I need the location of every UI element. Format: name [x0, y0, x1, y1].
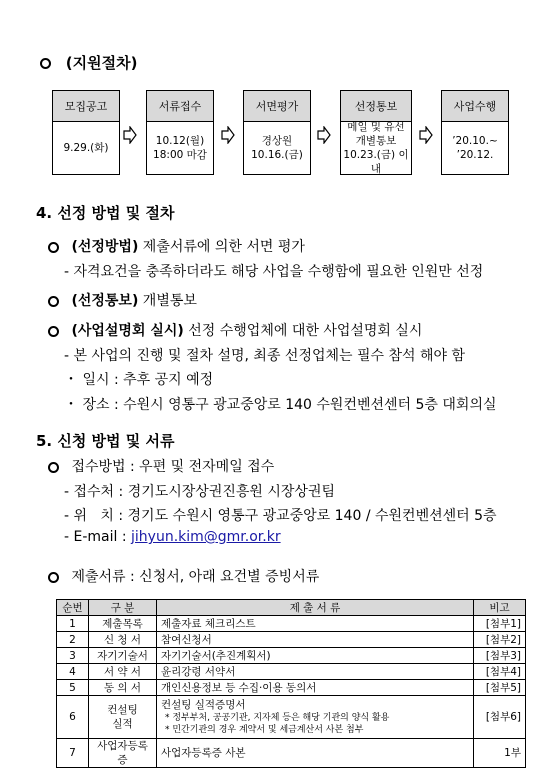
circle-bullet-icon	[48, 572, 59, 583]
procedure-heading: (지원절차)	[40, 52, 137, 73]
arrow-right-icon	[419, 126, 433, 144]
arrow-right-icon	[317, 126, 331, 144]
step-detail: 9.29.(화)	[52, 122, 120, 175]
arrow-right-icon	[221, 126, 235, 144]
email-link[interactable]: jihyun.kim@gmr.or.kr	[131, 529, 281, 545]
table-row: 3 자기기술서 자기기술서(추진계획서) [첨부3]	[57, 648, 526, 664]
section5-title: 5. 신청 방법 및 서류	[36, 432, 175, 450]
table-row: 4 서 약 서 윤리강령 서약서 [첨부4]	[57, 664, 526, 680]
header-no: 순번	[57, 600, 89, 616]
table-row: 5 동 의 서 개인신용정보 등 수집·이용 동의서 [첨부5]	[57, 680, 526, 696]
selection-method-note: - 자격요건을 충족하더라도 해당 사업을 수행함에 필요한 인원만 선정	[64, 264, 484, 280]
step-recruit	[52, 90, 120, 175]
step-submit	[146, 90, 214, 175]
section4-title: 4. 선정 방법 및 절차	[36, 204, 175, 222]
step-title: 모집공고	[52, 90, 120, 122]
step-detail: 경상원 10.16.(금)	[243, 122, 311, 175]
receiver: - 접수처 : 경기도시장상권진흥원 시장상권팀	[64, 484, 336, 500]
step-detail: 메일 및 유선 개별통보 10.23.(금) 이내	[340, 122, 412, 175]
step-title: 서면평가	[243, 90, 311, 122]
briefing-note: - 본 사업의 진행 및 절차 설명, 최종 선정업체는 필수 참석 해야 함	[64, 348, 466, 364]
step-detail: ’20.10.~ ’20.12.	[441, 122, 509, 175]
step-detail: 10.12(월) 18:00 마감	[146, 122, 214, 175]
circle-bullet-icon	[48, 462, 59, 473]
location: - 위 치 : 경기도 수원시 영통구 광교중앙로 140 / 수원컨벤션센터 5층	[64, 508, 497, 524]
step-title: 선정통보	[340, 90, 412, 122]
briefing-date: ・ 일시 : 추후 공지 예정	[64, 372, 214, 388]
arrow-right-icon	[123, 126, 137, 144]
header-note: 비고	[474, 600, 526, 616]
circle-bullet-icon	[48, 326, 59, 337]
procedure-flow	[0, 90, 560, 180]
required-docs: 제출서류 : 신청서, 아래 요건별 증빙서류	[48, 566, 319, 586]
circle-bullet-icon	[40, 58, 51, 69]
briefing-session: (사업설명회 실시) 선정 수행업체에 대한 사업설명회 실시	[48, 320, 422, 340]
selection-method: (선정방법) 제출서류에 의한 서면 평가	[48, 236, 305, 256]
circle-bullet-icon	[48, 296, 59, 307]
briefing-place: ・ 장소 : 수원시 영통구 광교중앙로 140 수원컨벤션센터 5층 대회의실	[64, 397, 497, 413]
header-category: 구 분	[89, 600, 157, 616]
step-execute	[441, 90, 509, 175]
selection-notify: (선정통보) 개별통보	[48, 290, 197, 310]
circle-bullet-icon	[48, 242, 59, 253]
table-header-row	[57, 600, 526, 616]
step-title: 사업수행	[441, 90, 509, 122]
email-line: - E-mail : jihyun.kim@gmr.or.kr	[64, 529, 281, 545]
table-row: 7 사업자등록증 사업자등록증 사본 1부	[57, 739, 526, 768]
application-method: 접수방법 : 우편 및 전자메일 접수	[48, 456, 274, 476]
step-notify	[340, 90, 412, 175]
documents-table	[56, 599, 526, 768]
table-row: 2 신 청 서 참여신청서 [첨부2]	[57, 632, 526, 648]
step-title: 서류접수	[146, 90, 214, 122]
table-row: 6 컨설팅 실적 컨설팅 실적증명서 * 정부부처, 공공기관, 지자체 등은 해당 기관의 양식 활용 * 민간기관의 경우 계약서 및 세금계산서 사본 첨부 [첨부6]	[57, 696, 526, 739]
header-documents: 제 출 서 류	[157, 600, 474, 616]
step-review	[243, 90, 311, 175]
table-row: 1 제출목록 제출자료 체크리스트 [첨부1]	[57, 616, 526, 632]
